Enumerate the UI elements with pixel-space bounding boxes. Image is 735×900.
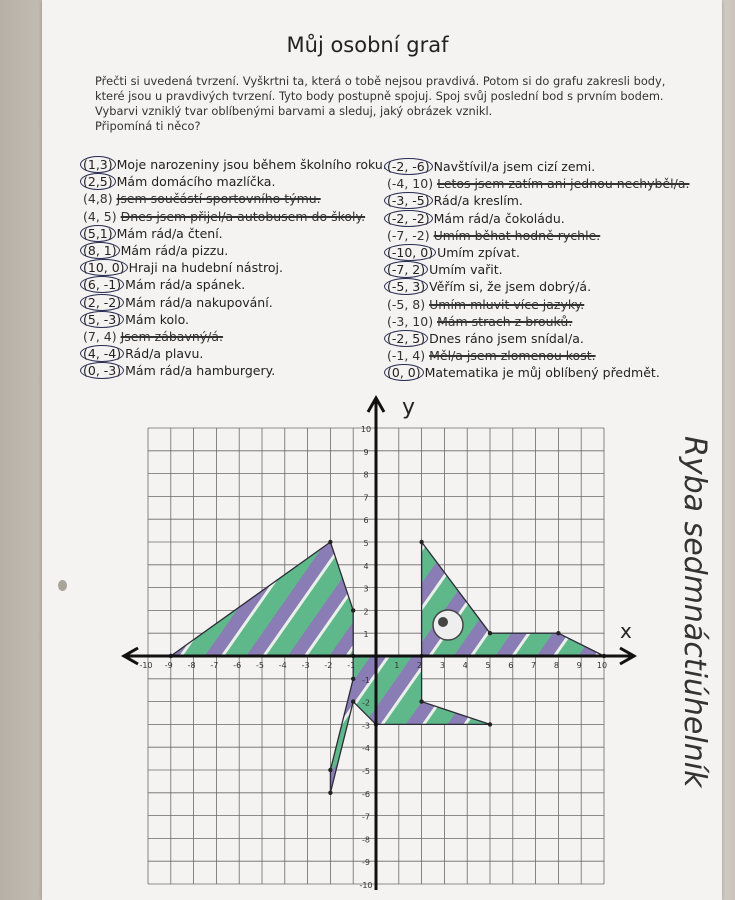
statement-text: Měl/a jsem zlomenou kost. bbox=[429, 348, 596, 364]
statement-text: Matematika je můj oblíbený předmět. bbox=[424, 365, 660, 381]
plotted-point bbox=[351, 699, 355, 703]
statement-point: (1,3) bbox=[80, 156, 116, 173]
x-tick-label: 1 bbox=[394, 661, 400, 670]
statement-text: Mám strach z brouků. bbox=[437, 313, 573, 329]
statement-point: (6, -1) bbox=[80, 276, 124, 293]
x-tick-label: -1 bbox=[347, 661, 356, 670]
x-axis-label: x bbox=[620, 619, 632, 643]
y-tick-label: 3 bbox=[363, 584, 369, 594]
plotted-point bbox=[488, 631, 492, 635]
statement-point: (-2, -2) bbox=[384, 210, 433, 227]
y-tick-label: -2 bbox=[362, 698, 370, 708]
statement-text: Jsem zábavný/á. bbox=[120, 329, 224, 344]
instruction-line: které jsou u pravdivých tvrzení. Tyto body postupně spojuj. Spoj svůj poslední bod s prvním bodem. bbox=[95, 89, 664, 103]
statement-point: (-5, 3) bbox=[384, 278, 428, 295]
statement-point: (-1, 4) bbox=[387, 348, 426, 364]
statement-text: Dnes jsem přijel/a autobusem do školy. bbox=[120, 208, 366, 224]
y-tick-label: 6 bbox=[363, 516, 369, 526]
statement-text: Umím zpívat. bbox=[437, 245, 520, 260]
x-tick-label: -2 bbox=[324, 661, 333, 670]
statement-text: Navštívil/a jsem cizí zemi. bbox=[433, 159, 596, 174]
instruction-line: Připomíná ti něco? bbox=[95, 119, 201, 133]
x-tick-label: 2 bbox=[417, 661, 423, 670]
statement-text: Mám rád/a hamburgery. bbox=[125, 363, 276, 379]
statement-point: (-5, 8) bbox=[387, 296, 426, 312]
statement-point: (0, 0) bbox=[384, 364, 424, 381]
plotted-point bbox=[328, 540, 332, 544]
y-axis-label: y bbox=[402, 395, 416, 420]
statement-point: (10, 0) bbox=[80, 259, 128, 276]
y-tick-label: -3 bbox=[362, 721, 370, 731]
y-tick-label: 7 bbox=[363, 493, 369, 503]
statement-text: Mám rád/a nakupování. bbox=[125, 294, 273, 310]
handwritten-note bbox=[665, 430, 712, 790]
y-tick-label: -7 bbox=[362, 812, 370, 822]
handwritten-note-text: Ryba sedmnáctiúhelník bbox=[677, 436, 712, 788]
statement-point: (-2, -6) bbox=[384, 158, 433, 175]
y-tick-label: 4 bbox=[363, 561, 369, 571]
statement-text: Umím vařit. bbox=[429, 262, 503, 278]
y-tick-label: -5 bbox=[362, 767, 370, 776]
statement-point: (7, 4) bbox=[83, 329, 117, 344]
statement-text: Mám rád/a pizzu. bbox=[120, 243, 229, 258]
statement-point: (-10, 0) bbox=[384, 244, 436, 261]
fish-eye-outer bbox=[433, 610, 463, 640]
x-tick-label: 7 bbox=[531, 661, 537, 670]
instruction-line: Vybarvi vzniklý tvar oblíbenými barvami a sleduj, jaký obrázek vznikl. bbox=[95, 104, 493, 118]
x-tick-label: -7 bbox=[210, 661, 219, 670]
statement-text: Mám rád/a spánek. bbox=[125, 277, 246, 293]
statement-point: (-2, 5) bbox=[384, 330, 428, 347]
statement-text: Mám rád/a čokoládu. bbox=[433, 210, 565, 226]
statement-text: Mám domácího mazlíčka. bbox=[116, 174, 276, 190]
statement-text: Věřím si, že jsem dobrý/á. bbox=[429, 279, 592, 295]
statement-text: Letos jsem zatím ani jednou nechyběl/a. bbox=[437, 176, 690, 192]
statement-text: Mám rád/a čtení. bbox=[116, 225, 223, 241]
fish-eye-pupil bbox=[438, 617, 448, 627]
instruction-line: Přečti si uvedená tvrzení. Vyškrtni ta, která o tobě nejsou pravdivá. Potom si do grafu zakresli body, bbox=[95, 74, 666, 88]
x-tick-label: 6 bbox=[508, 661, 514, 670]
page-title: Můj osobní graf bbox=[286, 33, 449, 57]
statement-point: (2,5) bbox=[80, 173, 116, 190]
statement-text: Jsem součástí sportovního týmu. bbox=[116, 191, 321, 207]
plotted-point bbox=[351, 608, 355, 612]
statement-text: Moje narozeniny jsou během školního roku. bbox=[116, 157, 387, 172]
plotted-point bbox=[328, 791, 332, 795]
statement-text: Umím běhat hodně rychle. bbox=[433, 227, 601, 243]
statement-point: (-7, -2) bbox=[387, 227, 430, 243]
statement-point: (2, -2) bbox=[80, 294, 124, 311]
x-tick-label: -10 bbox=[139, 661, 153, 670]
y-tick-label: 9 bbox=[363, 447, 369, 457]
statement-point: (4, -4) bbox=[80, 345, 124, 362]
x-tick-label: -8 bbox=[187, 661, 196, 670]
statement-text: Umím mluvit více jazyky. bbox=[429, 296, 585, 312]
y-tick-label: 2 bbox=[363, 607, 369, 617]
plotted-point bbox=[419, 540, 423, 544]
statement-text: Dnes ráno jsem snídal/a. bbox=[429, 331, 584, 346]
statement-text: Rád/a plavu. bbox=[125, 346, 204, 362]
y-tick-label: 10 bbox=[360, 425, 372, 434]
statement-point: (-4, 10) bbox=[387, 176, 434, 192]
y-tick-label: 8 bbox=[363, 470, 369, 480]
y-tick-label: -8 bbox=[362, 835, 370, 845]
x-tick-label: -3 bbox=[301, 661, 310, 670]
x-tick-label: 8 bbox=[553, 661, 559, 670]
y-tick-label: -6 bbox=[362, 789, 370, 799]
x-tick-label: 10 bbox=[596, 661, 608, 670]
statement-text: Hraji na hudební nástroj. bbox=[128, 260, 283, 276]
statement-point: (5,1) bbox=[80, 225, 116, 242]
statement-point: (4,8) bbox=[83, 191, 113, 207]
x-tick-label: -9 bbox=[164, 661, 173, 670]
x-tick-label: -5 bbox=[256, 661, 264, 670]
fish-eye bbox=[433, 610, 463, 640]
statement-text: Rád/a kreslím. bbox=[433, 193, 523, 209]
statement-text: Mám kolo. bbox=[125, 311, 190, 327]
statement-point: (-3, 10) bbox=[387, 313, 434, 329]
plotted-point bbox=[351, 677, 355, 681]
statement-point: (5, -3) bbox=[80, 311, 124, 328]
x-tick-label: 4 bbox=[462, 661, 468, 670]
plotted-point bbox=[488, 722, 492, 726]
y-tick-label: -10 bbox=[359, 881, 373, 890]
x-tick-label: 9 bbox=[576, 661, 582, 670]
y-tick-label: -9 bbox=[362, 858, 370, 868]
y-tick-label: 1 bbox=[363, 630, 369, 640]
statement-point: (4, 5) bbox=[83, 208, 117, 224]
statement-point: (-7, 2) bbox=[384, 261, 428, 278]
y-tick-label: -4 bbox=[362, 744, 370, 754]
statement-point: (0, -3) bbox=[80, 362, 124, 379]
statement-point: (-3, -5) bbox=[384, 192, 433, 209]
x-tick-label: 5 bbox=[485, 661, 491, 670]
y-tick-label: -1 bbox=[362, 675, 370, 685]
plotted-point bbox=[556, 631, 560, 635]
x-tick-label: -6 bbox=[233, 661, 242, 670]
statement-point: (8, 1) bbox=[80, 242, 120, 259]
x-tick-label: -4 bbox=[278, 661, 287, 670]
x-tick-label: 3 bbox=[439, 661, 445, 670]
y-tick-label: 5 bbox=[363, 539, 369, 548]
plotted-point bbox=[328, 768, 332, 772]
plotted-point bbox=[419, 699, 423, 703]
